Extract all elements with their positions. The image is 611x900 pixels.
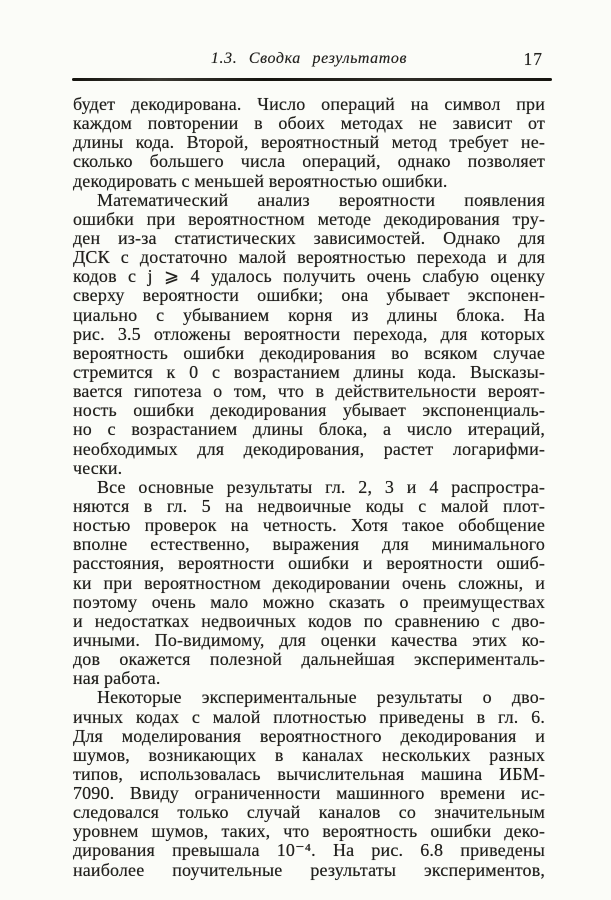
- text-line: ошибки при вероятностном методе декодирования тру-: [73, 208, 545, 229]
- text-line: стремится к 0 с возрастанием длины кода. Высказы-: [73, 361, 545, 382]
- text-line: ная работа.: [73, 668, 161, 689]
- text-line: декодировать с меньшей вероятностью ошибки.: [73, 170, 448, 191]
- page-header: [73, 50, 545, 74]
- text-line: Для моделирования вероятностного декодирования и: [73, 725, 545, 746]
- text-line: ден из-за статистических зависимостей. Однако для: [73, 227, 545, 248]
- page-number: 17: [523, 49, 543, 69]
- text-line: длины кода. Второй, вероятностный метод требует не-: [73, 132, 545, 153]
- text-line: вероятность ошибки декодирования во всяком случае: [73, 342, 545, 363]
- text-line: будет декодирована. Число операций на символ при: [73, 94, 545, 114]
- text-line: уровнем шумов, таких, что вероятность ошибки деко-: [73, 821, 545, 842]
- text-line: следовался только случай каналов со значительным: [73, 802, 545, 823]
- text-line: ичными. По-видимому, для оценки качества этих ко-: [73, 629, 545, 650]
- text-line: типов, использовалась вычислительная машина ИБМ-: [73, 763, 545, 784]
- text-line: Все основные результаты гл. 2, 3 и 4 распростра-: [97, 476, 545, 497]
- text-line: дирования превышала 10⁻⁴. На рис. 6.8 приведены: [73, 840, 545, 861]
- text-line: Математический анализ вероятности появления: [97, 189, 545, 210]
- text-line: сколько большего числа операций, однако позволяет: [73, 151, 545, 172]
- text-line: кодов с j ⩾ 4 удалось получить очень слабую оценку: [73, 266, 545, 287]
- text-line: ность ошибки декодирования убывает экспоненциаль-: [73, 400, 545, 421]
- text-line: расстояния, вероятности ошибки и вероятности ошиб-: [73, 553, 545, 574]
- text-line: ДСК с достаточно малой вероятностью перехода и для: [73, 247, 545, 268]
- text-line: 7090. Ввиду ограниченности машинного времени ис-: [73, 783, 545, 804]
- text-line: рис. 3.5 отложены вероятности перехода, для которых: [73, 323, 545, 344]
- text-line: необходимых для декодирования, растет логарифми-: [73, 438, 545, 459]
- text-line: наиболее поучительные результаты экспериментов,: [73, 859, 545, 880]
- text-line: и недостатках недвоичных кодов по сравнению с дво-: [73, 610, 545, 631]
- text-line: вполне естественно, выражения для минимального: [73, 534, 545, 555]
- text-line: вается гипотеза о том, что в действительности вероят-: [73, 381, 545, 402]
- text-line: сверху вероятности ошибки; она убывает экспонен-: [73, 285, 545, 306]
- text-line: шумов, возникающих в каналах нескольких разных: [73, 744, 545, 765]
- text-line: но с возрастанием длины блока, а число итераций,: [73, 419, 545, 440]
- text-line: поэтому очень мало можно сказать о преимуществах: [73, 591, 545, 612]
- page-body: [73, 95, 545, 880]
- text-line: ностью проверок на четность. Хотя такое обобщение: [73, 515, 545, 536]
- section-title: 1.3. Сводка результатов: [210, 50, 408, 67]
- text-line: чески.: [73, 457, 123, 478]
- text-line: няются в гл. 5 на недвоичные коды с малой плот-: [73, 495, 545, 516]
- header-rule: [72, 78, 552, 81]
- text-line: дов окажется полезной дальнейшая эксперименталь-: [73, 649, 545, 670]
- text-line: ки при вероятностном декодировании очень сложны, и: [73, 572, 545, 593]
- text-line: циально с убыванием корня из длины блока. На: [73, 304, 545, 325]
- text-line: ичных кодах с малой плотностью приведены в гл. 6.: [73, 706, 545, 727]
- text-line: каждом повторении в обоих методах не зависит от: [73, 113, 545, 134]
- text-line: Некоторые экспериментальные результаты о дво-: [97, 687, 545, 708]
